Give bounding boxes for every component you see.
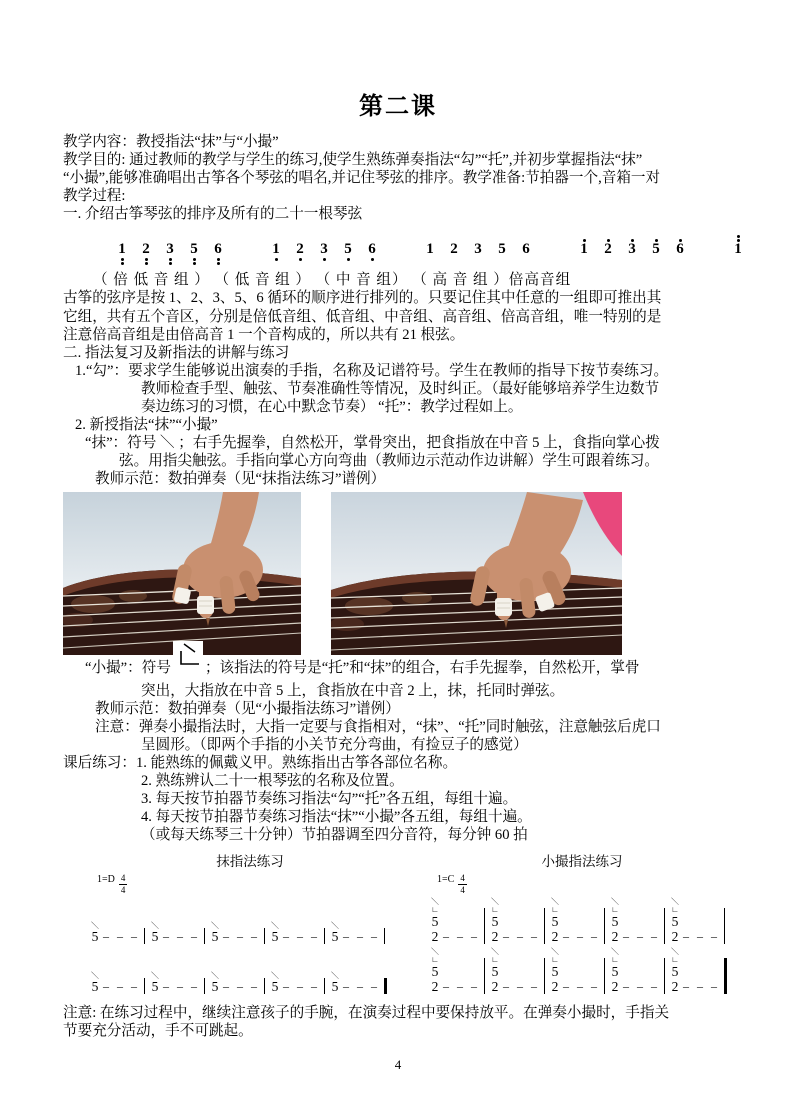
barline [384, 978, 387, 994]
mo-symbol: ＼ [151, 921, 159, 931]
barline [604, 958, 605, 994]
barline [484, 908, 485, 944]
photo-mo-technique [63, 492, 301, 655]
octave-dot [169, 258, 172, 261]
octave-dot [121, 258, 124, 261]
jianpu-note: 1 [269, 233, 283, 266]
tuo-symbol: ∟ [491, 955, 499, 965]
footer-note [63, 1004, 733, 1040]
jianpu-note: 6 [211, 233, 225, 266]
jianpu-chord: ＼ ∟ 5 2 [611, 947, 619, 995]
jianpu-note: 1 [115, 233, 129, 266]
tuo-symbol: ∟ [611, 955, 619, 965]
barline [484, 958, 485, 994]
xiaocuo-line-post: ；该指法的符号是“托”和“抹”的组合，右手先握拳，自然松开，掌骨 [204, 659, 640, 676]
octave-dot [347, 258, 350, 261]
mo-key-signature [91, 874, 409, 894]
text-line: 2. 新授指法“抹”“小撮” [75, 417, 218, 434]
octave-dot [371, 258, 374, 261]
text-line: 节要充分活动，手不可跳起。 [63, 1023, 253, 1040]
jianpu-note: 6 [365, 233, 379, 266]
octave-dot [323, 258, 326, 261]
barline [724, 908, 725, 944]
barline [544, 958, 545, 994]
jianpu-octave-group [577, 233, 687, 266]
intro-section [63, 133, 733, 223]
jianpu-note: 1 [731, 233, 745, 266]
mo-symbol: ＼ [271, 971, 279, 981]
jianpu-chord: ＼ ∟ 5 2 [431, 947, 439, 995]
octave-dot [217, 262, 220, 265]
octave-dot [169, 262, 172, 265]
exercise-section [63, 850, 733, 994]
jianpu-note: 3 [628, 241, 636, 258]
measure: ＼ 5 – – – [271, 972, 327, 994]
jianpu-note: ＼ 5 [151, 971, 159, 995]
jianpu-note: 2 [293, 233, 307, 266]
measure: ＼ ∟ 5 2 – – – [551, 948, 607, 994]
barline [664, 908, 665, 944]
jianpu-octave-group [731, 233, 745, 266]
jianpu-note: 1 [580, 241, 588, 258]
measure: ＼ ∟ 5 2 – – – [431, 948, 487, 994]
octave-dot [299, 258, 302, 261]
jianpu-chord: ＼ ∟ 5 2 [431, 897, 439, 945]
jianpu-chord: ＼ ∟ 5 2 [611, 897, 619, 945]
jianpu-note: 3 [474, 241, 482, 258]
text-line: 教学目的: 通过教师的教学与学生的练习,使学生熟练弹奏指法“勾”“托”,并初步掌握指法“抹” [63, 152, 643, 169]
jianpu-octave-group [115, 233, 225, 266]
jianpu-chord: ＼ ∟ 5 2 [491, 897, 499, 945]
jianpu-note: 5 [187, 233, 201, 266]
tuo-symbol: ∟ [491, 905, 499, 915]
jianpu-tuning-row [63, 233, 742, 266]
measure: ＼ 5 – – – [211, 972, 267, 994]
text-line: 教学过程: [63, 188, 126, 205]
text-line: 课后练习：1. 能熟练的佩戴义甲。熟练指出古筝各部位名称。 [63, 754, 458, 771]
jianpu-note: ＼ 5 [271, 921, 279, 945]
text-line: 教师示范：数拍弹奏（见“抹指法练习”谱例） [95, 471, 386, 488]
mo-time-signature: $\frac{4}{4}$ [120, 873, 126, 896]
octave-dot [217, 258, 220, 261]
text-line: 3. 每天按节拍器节奏练习指法“勾”“托”各五组，每组十遍。 [141, 791, 518, 808]
photo-xiaocuo-technique [331, 492, 622, 655]
xiaocuo-definition-line [63, 655, 733, 682]
xiaocuo-exercise-block [409, 850, 733, 994]
xiaocuo-score-line [431, 894, 733, 944]
measure: ＼ 5 – – – [91, 922, 147, 944]
barline [724, 958, 727, 994]
mo-symbol: ＼ [91, 971, 99, 981]
text-line: 注意倍高音组是由倍高音 1 一个音构成的，所以共有 21 根弦。 [63, 326, 465, 343]
jianpu-note: ＼ 5 [91, 971, 99, 995]
jianpu-chord: ＼ ∟ 5 2 [671, 897, 679, 945]
jianpu-chord: ＼ ∟ 5 2 [551, 947, 559, 995]
tuo-symbol: ∟ [671, 905, 679, 915]
mo-symbol: ＼ [211, 921, 219, 931]
page-number: 4 [394, 1056, 402, 1072]
jianpu-chord: ＼ ∟ 5 2 [671, 947, 679, 995]
jianpu-note: ＼ 5 [271, 971, 279, 995]
mo-symbol: ＼ [551, 947, 559, 957]
measure: ＼ 5 – – – [271, 922, 327, 944]
mo-score-line [91, 894, 409, 944]
text-line: 弦。用指尖触弦。手指向掌心方向弯曲（教师边示范动作边讲解）学生可跟着练习。 [119, 453, 659, 470]
jianpu-note: 2 [604, 241, 612, 258]
measure: ＼ ∟ 5 2 – – – [611, 898, 667, 944]
measure: ＼ ∟ 5 2 – – – [671, 898, 727, 944]
octave-dot [145, 262, 148, 265]
text-line: 教师检查手型、触弦、节奏准确性等情况，及时纠正。（最好能够培养学生边数节 [141, 380, 660, 397]
mo-symbol: ＼ [211, 971, 219, 981]
tuo-symbol: ∟ [551, 905, 559, 915]
jianpu-note: 5 [498, 241, 506, 258]
mo-symbol: ＼ [331, 921, 339, 931]
mo-symbol: ＼ [491, 897, 499, 907]
tuo-symbol: ∟ [611, 905, 619, 915]
jianpu-note: ＼ 5 [331, 921, 339, 945]
tuo-symbol: ∟ [431, 905, 439, 915]
jianpu-note: 3 [163, 233, 177, 266]
mo-symbol: ＼ [611, 897, 619, 907]
octave-dot [145, 258, 148, 261]
measure: ＼ ∟ 5 2 – – – [671, 948, 729, 994]
xiaocuo-key-signature [431, 874, 733, 894]
mo-symbol: ＼ [431, 947, 439, 957]
photo-row [63, 492, 733, 655]
measure: ＼ 5 – – – [151, 972, 207, 994]
jianpu-chord: ＼ ∟ 5 2 [551, 897, 559, 945]
mo-score [91, 894, 409, 994]
octave-dot [275, 258, 278, 261]
octave-dot [193, 262, 196, 265]
jianpu-note: 6 [522, 241, 530, 258]
mo-symbol: ＼ [611, 947, 619, 957]
text-line: “抹”：符号 ＼ ；右手先握拳，自然松开，掌骨突出，把食指放在中音 5 上，食指向掌心拨 [85, 435, 660, 452]
mo-symbol: ＼ [331, 971, 339, 981]
text-line: 奏边练习的习惯，在心中默念节奏） “托”：教学过程如上。 [141, 399, 523, 416]
xiaocuo-time-signature: $\frac{4}{4}$ [460, 873, 465, 896]
xiaocuo-symbol-icon [173, 641, 203, 668]
jianpu-note: ＼ 5 [211, 921, 219, 945]
xiaocuo-key: 1=C [437, 874, 455, 886]
barline [324, 978, 325, 994]
xiaocuo-line-pre: “小撮”：符号 [85, 659, 171, 676]
text-line: 古筝的弦序是按 1、2、3、5、6 循环的顺序进行排列的。只要记住其中任意的一组即可推出其 [63, 290, 662, 307]
jianpu-note: 2 [450, 241, 458, 258]
measure: ＼ ∟ 5 2 – – – [491, 948, 547, 994]
octave-dot [121, 262, 124, 265]
barline [204, 928, 205, 944]
jianpu-note: ＼ 5 [91, 921, 99, 945]
octave-dot [737, 235, 740, 238]
measure: ＼ ∟ 5 2 – – – [551, 898, 607, 944]
jianpu-chord: ＼ ∟ 5 2 [491, 947, 499, 995]
body-section-2 [63, 682, 733, 845]
barline [544, 908, 545, 944]
jianpu-note: 2 [139, 233, 153, 266]
barline [264, 928, 265, 944]
barline [204, 978, 205, 994]
text-line: 呈圆形。（即两个手指的小关节充分弯曲，有捡豆子的感觉） [141, 736, 528, 753]
page-title: 第二课 [359, 94, 437, 120]
text-line: 注意: 在练习过程中，继续注意孩子的手腕，在演奏过程中要保持放平。在弹奏小撮时，手指关 [63, 1005, 670, 1022]
measure: ＼ ∟ 5 2 – – – [611, 948, 667, 994]
mo-symbol: ＼ [91, 921, 99, 931]
mo-symbol: ＼ [271, 921, 279, 931]
text-line: 教学内容：教授指法“抹”与“小撮” [63, 134, 279, 150]
mo-symbol: ＼ [491, 947, 499, 957]
text-line: （或每天练琴三十分钟）节拍器调至四分音符，每分钟 60 拍 [141, 827, 528, 844]
xiaocuo-score [431, 894, 733, 994]
text-line: 它组，共有五个音区，分别是倍低音组、低音组、中音组、高音组、倍高音组，唯一特别的是 [63, 308, 662, 325]
text-line: 突出，大指放在中音 5 上，食指放在中音 2 上，抹，托同时弹弦。 [141, 682, 565, 699]
text-line: 1.“勾”：要求学生能够说出演奏的手指，名称及记谱符号。学生在教师的指导下按节奏练习。 [75, 362, 669, 379]
measure: ＼ ∟ 5 2 – – – [431, 898, 487, 944]
body-section-1 [63, 289, 733, 488]
measure: ＼ 5 – – – [331, 972, 389, 994]
jianpu-note: 3 [317, 233, 331, 266]
jianpu-note: ＼ 5 [151, 921, 159, 945]
mo-exercise-title: 抹指法练习 [216, 854, 284, 870]
xiaocuo-exercise-title: 小撮指法练习 [541, 854, 623, 870]
xiaocuo-score-line [431, 944, 733, 994]
measure: ＼ ∟ 5 2 – – – [491, 898, 547, 944]
mo-symbol: ＼ [151, 971, 159, 981]
text-line: “小撮”,能够准确唱出古筝各个琴弦的唱名,并记住琴弦的排序。教学准备:节拍器一个,音箱一对 [63, 170, 661, 187]
mo-exercise-block [63, 850, 409, 994]
text-line: 教师示范：数拍弹奏（见“小撮指法练习”谱例） [95, 700, 400, 717]
jianpu-octave-group [269, 233, 379, 266]
octave-group-labels: （ 倍 低 音 组 ） （ 低 音 组 ） （ 中 音 组） （ 高 音 组 ）倍高音组 [93, 272, 572, 289]
jianpu-octave-group [423, 233, 533, 266]
barline [384, 928, 385, 944]
barline [264, 978, 265, 994]
jianpu-note: ＼ 5 [331, 971, 339, 995]
jianpu-note: 1 [426, 241, 434, 258]
jianpu-note: ＼ 5 [211, 971, 219, 995]
text-line: 注意：弹奏小撮指法时，大指一定要与食指相对，“抹”、“托”同时触弦，注意触弦后虎口 [95, 718, 661, 735]
measure: ＼ 5 – – – [151, 922, 207, 944]
jianpu-note: 5 [341, 233, 355, 266]
text-line: 4. 每天按节拍器节奏练习指法“抹”“小撮”各五组，每组十遍。 [141, 809, 532, 826]
barline [324, 928, 325, 944]
jianpu-note: 6 [676, 241, 684, 258]
text-line: 一. 介绍古筝琴弦的排序及所有的二十一根琴弦 [63, 206, 363, 223]
mo-symbol: ＼ [431, 897, 439, 907]
measure: ＼ 5 – – – [211, 922, 267, 944]
tuo-symbol: ∟ [671, 955, 679, 965]
octave-dot [193, 258, 196, 261]
mo-symbol: ＼ [551, 897, 559, 907]
tuo-symbol: ∟ [431, 955, 439, 965]
barline [144, 978, 145, 994]
tuo-symbol: ∟ [551, 955, 559, 965]
mo-score-line [91, 944, 409, 994]
barline [664, 958, 665, 994]
text-line: 2. 熟练辨认二十一根琴弦的名称及位置。 [141, 772, 404, 789]
barline [604, 908, 605, 944]
text-line: 二. 指法复习及新指法的讲解与练习 [63, 344, 290, 361]
mo-key: 1=D [97, 874, 115, 886]
jianpu-note: 5 [652, 241, 660, 258]
barline [144, 928, 145, 944]
mo-symbol: ＼ [671, 897, 679, 907]
measure: ＼ 5 – – – [331, 922, 387, 944]
measure: ＼ 5 – – – [91, 972, 147, 994]
mo-symbol: ＼ [671, 947, 679, 957]
